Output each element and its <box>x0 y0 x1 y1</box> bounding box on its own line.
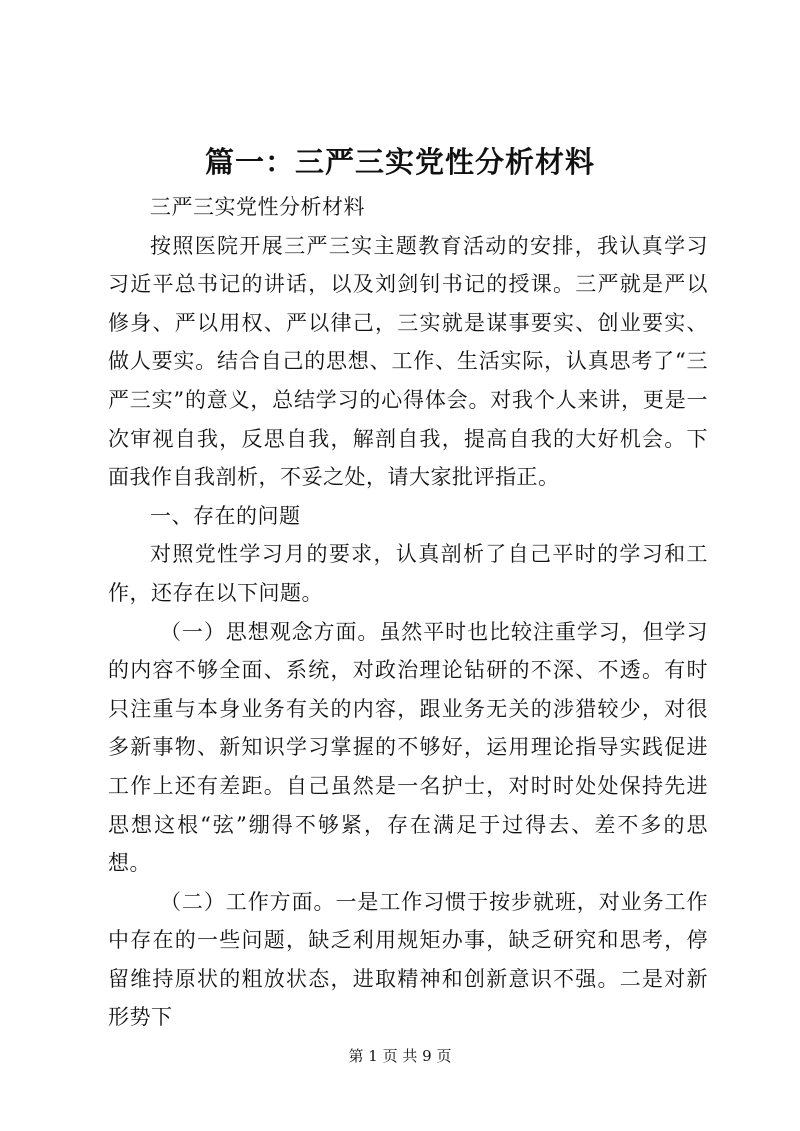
intro-paragraph: 按照医院开展三严三实主题教育活动的安排，我认真学习习近平总书记的讲话，以及刘剑钊书记的授课。三严就是严以修身、严以用权、严以律己，三实就是谋事要实、创业要实、做人要实。结合自己的思想、工作、生活实际，认真思考了“三严三实”的意义，总结学习的心得体会。对我个人来讲，更是一次审视自我，反思自我，解剖自我，提高自我的大好机会。下面我作自我剖析，不妥之处，请大家批评指正。 <box>108 233 708 490</box>
subtitle-paragraph: 三严三实党性分析材料 <box>150 195 365 219</box>
document-body <box>108 188 708 1037</box>
problems-intro-paragraph: 对照党性学习月的要求，认真剖析了自己平时的学习和工作，还存在以下问题。 <box>108 542 708 605</box>
page-footer: 第 1 页 共 9 页 <box>348 1047 452 1065</box>
thinking-section-paragraph: （一）思想观念方面。虽然平时也比较注重学习，但学习的内容不够全面、系统，对政治理论钻研的不深、不透。有时只注重与本身业务有关的内容，跟业务无关的涉猎较少，对很多新事物、新知识学习掌握的不够好，运用理论指导实践促进工作上还有差距。自己虽然是一名护士，对时时处处保持先进思想这根“弦”绷得不够紧，存在满足于过得去、差不多的思想。 <box>108 619 708 876</box>
work-section-paragraph: （二）工作方面。一是工作习惯于按步就班，对业务工作中存在的一些问题，缺乏利用规矩办事，缺乏研究和思考，停留维持原状的粗放状态，进取精神和创新意识不强。二是对新形势下 <box>108 889 708 1030</box>
document-title: 篇一：三严三实党性分析材料 <box>204 145 595 179</box>
section-heading-problems: 一、存在的问题 <box>150 503 301 528</box>
